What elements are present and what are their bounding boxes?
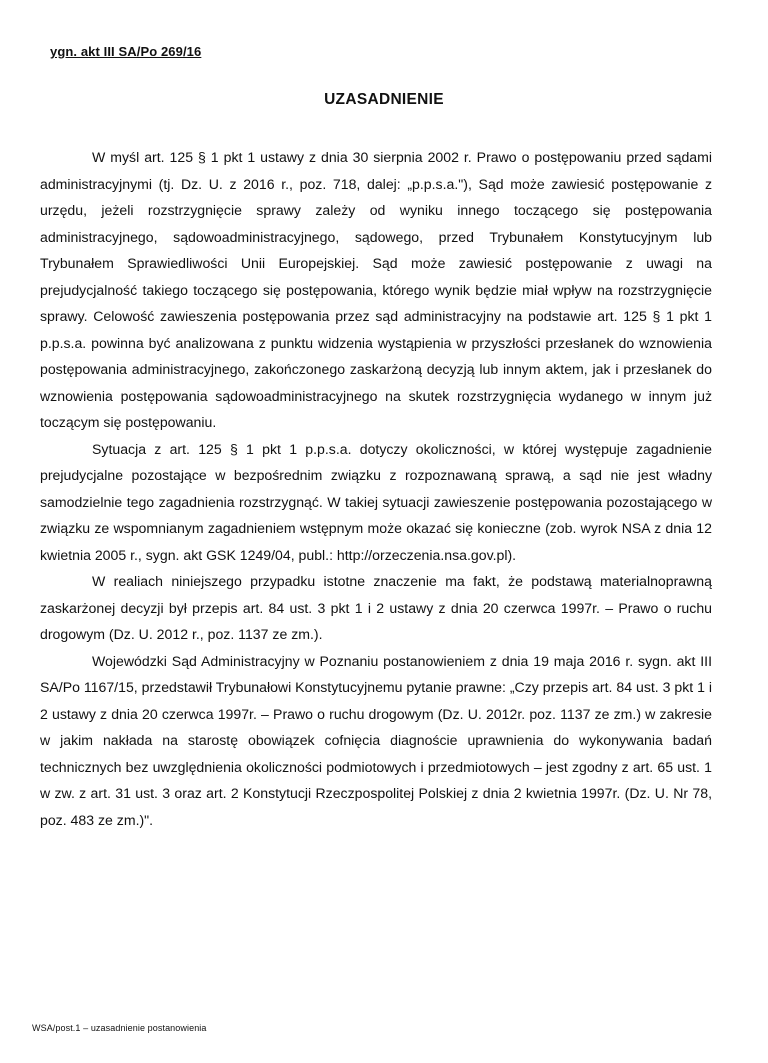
paragraph-3: W realiach niniejszego przypadku istotne znaczenie ma fakt, że podstawą materialnoprawną zaskarżonej decyzji był przepis art. 84 ust. 3 pkt 1 i 2 ustawy z dnia 20 czerwca 1997r. – Prawo o ruchu drogowym (Dz. U. 2012 r., poz. 1137 ze zm.). <box>40 573 712 642</box>
document-title: UZASADNIENIE <box>324 91 444 108</box>
paragraph-4: Wojewódzki Sąd Administracyjny w Poznaniu postanowieniem z dnia 19 maja 2016 r. sygn. akt III SA/Po 1167/15, przedstawił Trybunałowi Konstytucyjnemu pytanie prawne: „Czy przepis art. 84 ust. 3 pkt 1 i 2 ustawy z dnia 20 czerwca 1997r. – Prawo o ruchu drogowym (Dz. U. 2012r. poz. 1137 ze zm.) w zakresie w jakim nakłada na starostę obowiązek cofnięcia diagnoście uprawnienia do wykonywania badań technicznych bez uwzględnienia okoliczności podmiotowych i przedmiotowych – jest zgodny z art. 65 ust. 1 w zw. z art. 31 ust. 3 oraz art. 2 Konstytucji Rzeczpospolitej Polskiej z dnia 2 kwietnia 1997r. (Dz. U. Nr 78, poz. 483 ze zm.)". <box>40 652 712 828</box>
document-body <box>40 144 712 833</box>
footer-note: WSA/post.1 – uzasadnienie postanowienia <box>32 1023 207 1033</box>
case-signature: ygn. akt III SA/Po 269/16 <box>50 44 202 59</box>
paragraph-1: W myśl art. 125 § 1 pkt 1 ustawy z dnia 30 sierpnia 2002 r. Prawo o postępowaniu przed sądami administracyjnymi (tj. Dz. U. z 2016 r., poz. 718, dalej: „p.p.s.a."), Sąd może zawiesić postępowanie z urzędu, jeżeli rozstrzygnięcie sprawy zależy od wyniku innego toczącego się postępowania administracyjnego, sądowoadministracyjnego, sądowego, przed Trybunałem Konstytucyjnym lub Trybunałem Sprawiedliwości Unii Europejskiej. Sąd może zawiesić postępowanie z uwagi na prejudycjalność takiego toczącego się postępowania, którego wynik będzie miał wpływ na rozstrzygnięcie sprawy. Celowość zawieszenia postępowania przez sąd administracyjny na podstawie art. 125 § 1 pkt 1 p.p.s.a. powinna być analizowana z punktu widzenia wystąpienia w przyszłości przesłanek do wznowienia postępowania administracyjnego, zakończonego zaskarżoną decyzją lub innym aktem, jak i przesłanek do wznowienia postępowania sądowoadministracyjnego na skutek rozstrzygnięcia wydanego w innym już toczącym się postępowaniu. <box>40 149 712 430</box>
paragraph-2: Sytuacja z art. 125 § 1 pkt 1 p.p.s.a. dotyczy okoliczności, w której występuje zagadnienie prejudycjalne pozostające w bezpośrednim związku z rozpoznawaną sprawą, a sąd nie jest władny samodzielnie tego zagadnienia rozstrzygnąć. W takiej sytuacji zawieszenie postępowania pozostającego w związku ze wspomnianym zagadnieniem wstępnym może okazać się konieczne (zob. wyrok NSA z dnia 12 kwietnia 2005 r., sygn. akt GSK 1249/04, publ.: http://orzeczenia.nsa.gov.pl). <box>40 440 712 563</box>
